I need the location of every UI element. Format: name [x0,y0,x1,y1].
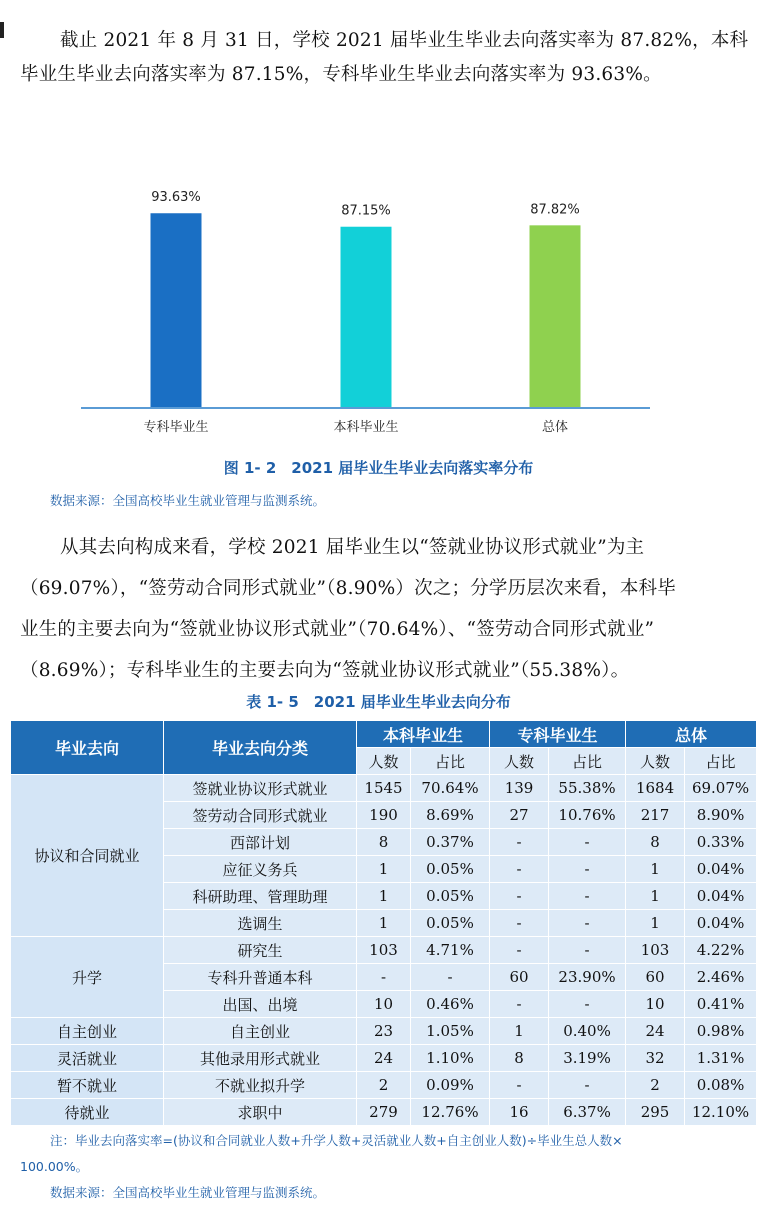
table-caption: 表 1- 5 2021 届毕业生毕业去向分布 [246,693,511,711]
table-row [11,1072,757,1099]
value-cell: 190 [357,802,411,829]
category-cell: 出国、出境 [164,991,357,1018]
value-cell: - [549,991,626,1018]
value-cell: 16 [490,1099,549,1126]
value-cell: 10 [626,991,685,1018]
value-cell: 32 [626,1045,685,1072]
bar [530,225,581,408]
subheader-count: 人数 [357,748,411,775]
value-cell: 0.09% [411,1072,490,1099]
value-cell: 0.05% [411,883,490,910]
value-cell: 6.37% [549,1099,626,1126]
value-cell: - [411,964,490,991]
value-cell: 1 [626,883,685,910]
value-cell: - [490,991,549,1018]
subheader-ratio: 占比 [549,748,626,775]
value-cell: 1684 [626,775,685,802]
composition-line-4: （8.69%）；专科毕业生的主要去向为“签就业协议形式就业”（55.38%）。 [20,660,630,681]
value-cell: 0.05% [411,910,490,937]
value-cell: 103 [626,937,685,964]
table-note [20,1128,740,1180]
header-undergraduate: 本科毕业生 [357,721,490,748]
table-row [11,1045,757,1072]
composition-line-3: 业生的主要去向为“签就业协议形式就业”（70.64%）、“签劳动合同形式就业” [20,619,655,640]
destination-table [10,720,757,1126]
value-cell: - [549,1072,626,1099]
value-cell: - [490,910,549,937]
value-cell: 0.37% [411,829,490,856]
value-cell: 1 [357,856,411,883]
value-cell: 295 [626,1099,685,1126]
value-cell: - [549,910,626,937]
table-source: 数据来源：全国高校毕业生就业管理与监测系统。 [50,1185,326,1200]
value-cell: 0.04% [685,856,757,883]
destination-group-cell: 灵活就业 [11,1045,164,1072]
value-cell: 279 [357,1099,411,1126]
value-cell: 12.10% [685,1099,757,1126]
category-tick-label: 总体 [541,420,569,435]
value-cell: - [490,937,549,964]
category-cell: 专科升普通本科 [164,964,357,991]
value-cell: - [549,883,626,910]
category-cell: 应征义务兵 [164,856,357,883]
value-cell: - [490,856,549,883]
value-cell: 217 [626,802,685,829]
category-cell: 签劳动合同形式就业 [164,802,357,829]
table-row [11,937,757,964]
value-cell: 0.08% [685,1072,757,1099]
destination-group-cell: 暂不就业 [11,1072,164,1099]
bar-value-label: 87.15% [341,203,391,219]
value-cell: 1 [357,883,411,910]
value-cell: - [549,829,626,856]
category-cell: 自主创业 [164,1018,357,1045]
table-body [11,775,757,1126]
value-cell: - [549,937,626,964]
value-cell: 23.90% [549,964,626,991]
table-row [11,775,757,802]
subheader-ratio: 占比 [411,748,490,775]
value-cell: 10 [357,991,411,1018]
value-cell: 3.19% [549,1045,626,1072]
category-cell: 研究生 [164,937,357,964]
value-cell: - [490,1072,549,1099]
value-cell: 60 [490,964,549,991]
value-cell: 0.04% [685,910,757,937]
destination-group-cell: 升学 [11,937,164,1018]
value-cell: 10.76% [549,802,626,829]
subheader-ratio: 占比 [685,748,757,775]
destination-group-cell: 协议和合同就业 [11,775,164,937]
value-cell: 8.69% [411,802,490,829]
value-cell: 1.10% [411,1045,490,1072]
value-cell: - [490,829,549,856]
value-cell: 0.46% [411,991,490,1018]
value-cell: 1 [626,856,685,883]
bar-value-label: 93.63% [151,190,201,206]
value-cell: 1.05% [411,1018,490,1045]
chart-caption: 图 1- 2 2021 届毕业生毕业去向落实率分布 [223,459,534,477]
corner-mark [0,22,4,38]
value-cell: 2 [626,1072,685,1099]
value-cell: 27 [490,802,549,829]
value-cell: 2.46% [685,964,757,991]
intro-line-2: 毕业生毕业去向落实率为 87.15%，专科毕业生毕业去向落实率为 93.63%。 [20,64,662,85]
note-line-2: 100.00%。 [20,1159,89,1174]
value-cell: 1 [626,910,685,937]
note-line-1: 注：毕业去向落实率=(协议和合同就业人数+升学人数+灵活就业人数+自主创业人数)÷毕业生总人数× [50,1133,623,1148]
table-row [11,1099,757,1126]
intro-paragraph [20,24,749,92]
composition-paragraph [20,527,740,691]
value-cell: 55.38% [549,775,626,802]
value-cell: 24 [357,1045,411,1072]
value-cell: 69.07% [685,775,757,802]
header-junior-college: 专科毕业生 [490,721,626,748]
subheader-count: 人数 [490,748,549,775]
value-cell: - [490,883,549,910]
value-cell: 12.76% [411,1099,490,1126]
value-cell: 0.05% [411,856,490,883]
destination-group-cell: 自主创业 [11,1018,164,1045]
header-destination: 毕业去向 [11,721,164,775]
composition-line-2: （69.07%），“签劳动合同形式就业”（8.90%）次之；分学历层次来看，本科毕 [20,578,676,599]
bar [341,227,392,408]
header-overall: 总体 [626,721,757,748]
category-cell: 选调生 [164,910,357,937]
value-cell: 1545 [357,775,411,802]
subheader-count: 人数 [626,748,685,775]
bar [151,213,202,408]
category-cell: 不就业拟升学 [164,1072,357,1099]
value-cell: 1.31% [685,1045,757,1072]
composition-line-1: 从其去向构成来看，学校 2021 届毕业生以“签就业协议形式就业”为主 [60,537,645,558]
value-cell: 8.90% [685,802,757,829]
value-cell: 4.71% [411,937,490,964]
bar-chart-svg [0,150,757,450]
chart-source: 数据来源：全国高校毕业生就业管理与监测系统。 [50,493,326,508]
destination-group-cell: 待就业 [11,1099,164,1126]
value-cell: 8 [357,829,411,856]
category-cell: 签就业协议形式就业 [164,775,357,802]
header-category: 毕业去向分类 [164,721,357,775]
value-cell: 8 [490,1045,549,1072]
value-cell: 60 [626,964,685,991]
intro-line-1: 截止 2021 年 8 月 31 日，学校 2021 届毕业生毕业去向落实率为 87.82%，本科 [60,30,749,51]
value-cell: 0.41% [685,991,757,1018]
value-cell: 2 [357,1072,411,1099]
value-cell: 103 [357,937,411,964]
table-row [11,1018,757,1045]
value-cell: 70.64% [411,775,490,802]
value-cell: - [549,856,626,883]
value-cell: 23 [357,1018,411,1045]
category-cell: 西部计划 [164,829,357,856]
value-cell: 0.04% [685,883,757,910]
value-cell: 0.33% [685,829,757,856]
value-cell: 0.98% [685,1018,757,1045]
value-cell: 1 [357,910,411,937]
value-cell: 24 [626,1018,685,1045]
value-cell: 0.40% [549,1018,626,1045]
value-cell: 4.22% [685,937,757,964]
bar-chart [0,150,757,450]
value-cell: 1 [490,1018,549,1045]
value-cell: 139 [490,775,549,802]
value-cell: - [357,964,411,991]
category-cell: 科研助理、管理助理 [164,883,357,910]
category-tick-label: 专科毕业生 [143,420,209,435]
category-tick-label: 本科毕业生 [333,420,399,435]
value-cell: 8 [626,829,685,856]
bar-value-label: 87.82% [530,202,580,218]
category-cell: 其他录用形式就业 [164,1045,357,1072]
category-cell: 求职中 [164,1099,357,1126]
